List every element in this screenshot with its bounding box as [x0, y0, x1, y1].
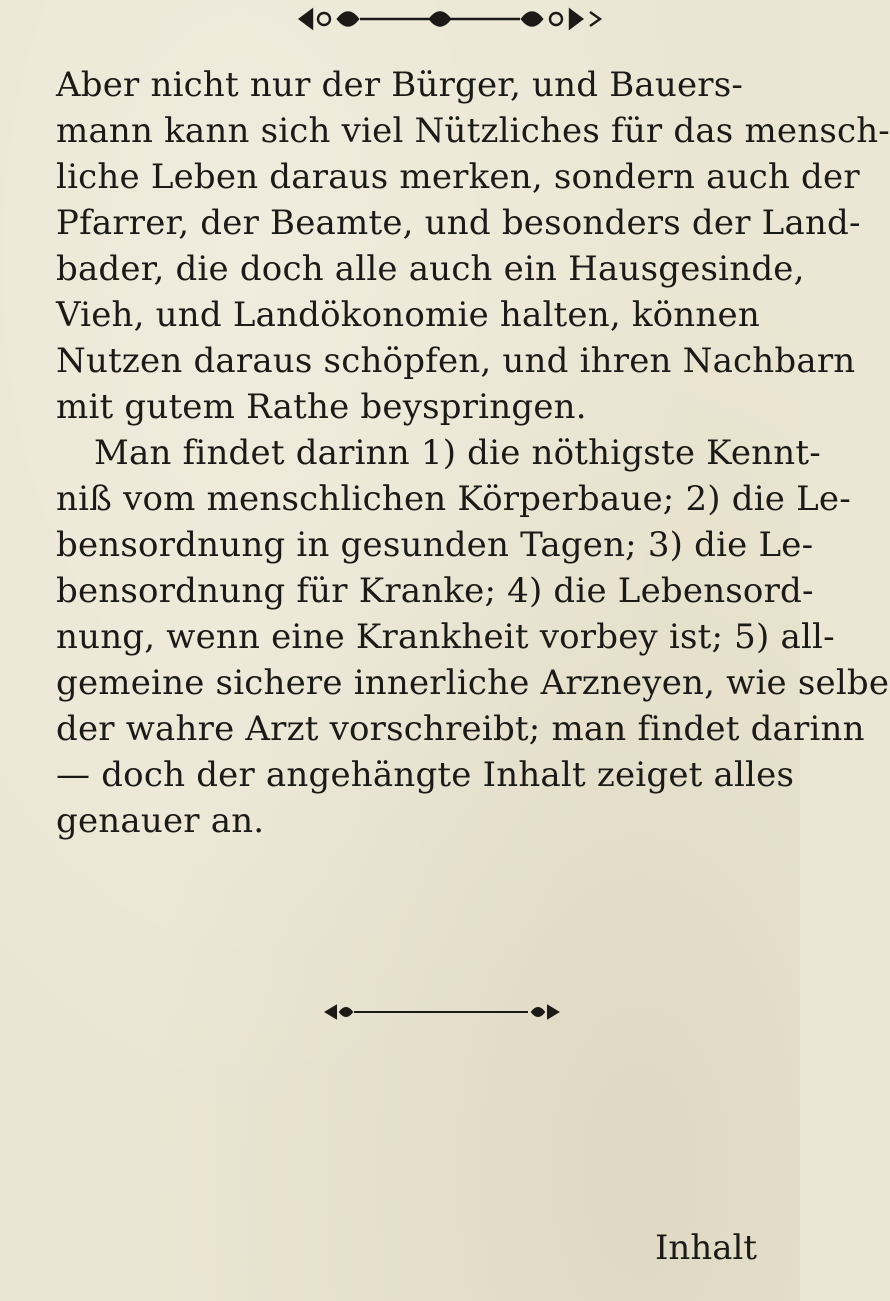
catchword: Inhalt — [655, 1228, 758, 1268]
section-divider-icon — [322, 1000, 562, 1024]
text-line: — doch der angehängte Inhalt zeiget alles — [56, 755, 795, 795]
text-line: bensordnung in gesunden Tagen; 3) die Le- — [56, 525, 814, 565]
body-text — [56, 62, 890, 844]
text-line: niß vom menschlichen Körperbaue; 2) die Le- — [56, 479, 851, 519]
paragraph-start-line: Man findet darinn 1) die nöthigste Kennt- — [94, 433, 821, 473]
text-line: mit gutem Rathe beyspringen. — [56, 387, 587, 427]
headpiece-ornament-icon — [290, 2, 610, 36]
text-line: der wahre Arzt vorschreibt; man findet darinn — [56, 709, 865, 749]
text-line: mann kann sich viel Nützliches für das mensch- — [56, 111, 890, 151]
text-line: gemeine sichere innerliche Arzneyen, wie selbe — [56, 663, 890, 703]
text-line: nung, wenn eine Krankheit vorbey ist; 5) all- — [56, 617, 835, 657]
text-line: Nutzen daraus schöpfen, und ihren Nachbarn — [56, 341, 856, 381]
text-line: genauer an. — [56, 801, 265, 841]
text-line: Pfarrer, der Beamte, und besonders der Land- — [56, 203, 861, 243]
text-line: Aber nicht nur der Bürger, und Bauers- — [56, 65, 744, 105]
text-line: bader, die doch alle auch ein Hausgesinde, — [56, 249, 805, 289]
text-line: liche Leben daraus merken, sondern auch der — [56, 157, 860, 197]
text-line: bensordnung für Kranke; 4) die Lebensord- — [56, 571, 814, 611]
text-line: Vieh, und Landökonomie halten, können — [56, 295, 760, 335]
